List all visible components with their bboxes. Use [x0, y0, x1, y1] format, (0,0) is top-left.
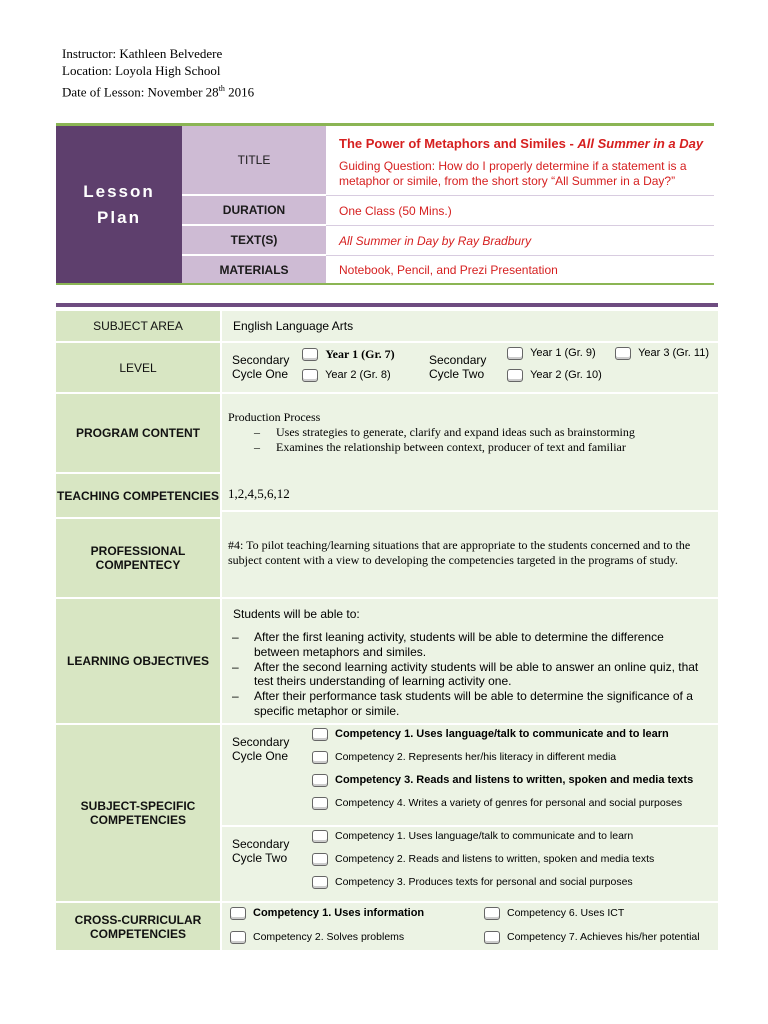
- checkbox[interactable]: [312, 853, 328, 866]
- checkbox[interactable]: [312, 774, 328, 787]
- subject-area-label: SUBJECT AREA: [56, 311, 220, 343]
- title-value: The Power of Metaphors and Similes - All Summer in a Day Guiding Question: How do I properly determine if a statement is a metaphor or simile, from the short story “All Summer in a Day?”: [326, 126, 714, 196]
- date-line: Date of Lesson: November 28th 2016: [62, 84, 255, 100]
- program-content-value: Production Process – Uses strategies to generate, clarify and expand ideas such as brainstorming – Examines the relationship between context, producer of text and familiar: [228, 410, 708, 455]
- lesson-details-table: [56, 303, 718, 952]
- checkbox[interactable]: [230, 931, 246, 944]
- teaching-competencies-label: TEACHING COMPETENCIES: [56, 474, 220, 519]
- professional-competency-label: PROFESSIONAL COMPENTECY: [56, 519, 220, 599]
- subject-specific-label: SUBJECT-SPECIFIC COMPETENCIES: [56, 725, 220, 903]
- program-content-item: – Uses strategies to generate, clarify and expand ideas such as brainstorming: [254, 425, 708, 440]
- checkbox[interactable]: [312, 876, 328, 889]
- cross-curricular-label: CROSS-CURRICULAR COMPETENCIES: [56, 903, 220, 952]
- year2-gr10-option[interactable]: Year 2 (Gr. 10): [507, 369, 602, 382]
- year2-gr8-option[interactable]: Year 2 (Gr. 8): [302, 369, 391, 382]
- checkbox[interactable]: [484, 907, 500, 920]
- title-label: TITLE: [182, 126, 326, 196]
- year2-gr8-checkbox[interactable]: [302, 369, 318, 382]
- teaching-competencies-value: 1,2,4,5,6,12: [228, 486, 290, 501]
- level-label: LEVEL: [56, 343, 220, 394]
- ss-cycle-two-label: Secondary Cycle Two: [232, 837, 290, 865]
- year1-gr7-checkbox[interactable]: [302, 348, 318, 361]
- lesson-plan-summary-table: [56, 123, 714, 285]
- learning-objectives-list: [232, 630, 702, 719]
- lesson-plan-badge: Lesson Plan: [56, 126, 182, 283]
- checkbox[interactable]: [312, 728, 328, 741]
- ss-c2-competency-1[interactable]: Competency 1. Uses language/talk to communicate and to learn: [312, 830, 633, 843]
- guiding-question: Guiding Question: How do I properly determine if a statement is a metaphor or simile, from the short story “All Summer in a Day?”: [339, 159, 687, 188]
- professional-competency-value: #4: To pilot teaching/learning situations that are appropriate to the students concerned and to the subject content with a view to developing the competencies targeted in the programs of study.: [228, 538, 691, 567]
- cycle-two-label: Secondary Cycle Two: [429, 353, 487, 381]
- checkbox[interactable]: [230, 907, 246, 920]
- program-teaching-row: [56, 394, 718, 599]
- subject-specific-row: [56, 725, 718, 903]
- location-line: Location: Loyola High School: [62, 63, 221, 78]
- learning-objective-item: – After their performance task students will be able to determine the significance of a specific metaphor or simile.: [232, 689, 702, 719]
- level-row: [56, 343, 718, 394]
- cross-curricular-row: [56, 903, 718, 952]
- instructor-line: Instructor: Kathleen Belvedere: [62, 46, 223, 61]
- year1-gr7-option[interactable]: Year 1 (Gr. 7): [302, 347, 395, 362]
- materials-label: MATERIALS: [182, 256, 326, 283]
- cc-competency-6[interactable]: Competency 6. Uses ICT: [484, 907, 624, 920]
- year1-gr9-checkbox[interactable]: [507, 347, 523, 360]
- learning-objectives-label: LEARNING OBJECTIVES: [56, 599, 220, 725]
- ss-c1-competency-2[interactable]: Competency 2. Represents her/his literacy in different media: [312, 751, 616, 764]
- ss-c2-competency-3[interactable]: Competency 3. Produces texts for personal and social purposes: [312, 876, 633, 889]
- materials-value: Notebook, Pencil, and Prezi Presentation: [339, 262, 558, 277]
- year3-gr11-option[interactable]: Year 3 (Gr. 11): [615, 347, 709, 360]
- learning-objective-item: – After the second learning activity students will be able to answer an online quiz, that test theirs understanding of learning activity one.: [232, 660, 702, 690]
- checkbox[interactable]: [484, 931, 500, 944]
- duration-label: DURATION: [182, 196, 326, 226]
- year3-gr11-checkbox[interactable]: [615, 347, 631, 360]
- duration-value: One Class (50 Mins.): [326, 196, 714, 226]
- ss-c1-competency-4[interactable]: Competency 4. Writes a variety of genres for personal and social purposes: [312, 797, 682, 810]
- learning-objectives-row: [56, 599, 718, 725]
- program-content-label: PROGRAM CONTENT: [56, 394, 220, 474]
- cycle-one-label: Secondary Cycle One: [232, 353, 290, 381]
- subject-area-value: English Language Arts: [233, 319, 354, 333]
- texts-label: TEXT(S): [182, 226, 326, 256]
- learning-objectives-intro: Students will be able to:: [233, 607, 360, 621]
- ss-c2-competency-2[interactable]: Competency 2. Reads and listens to written, spoken and media texts: [312, 853, 654, 866]
- cc-competency-7[interactable]: Competency 7. Achieves his/her potential: [484, 931, 700, 944]
- learning-objective-item: – After the first leaning activity, students will be able to determine the difference between metaphors and similes.: [232, 630, 702, 660]
- ss-cycle-one-label: Secondary Cycle One: [232, 735, 290, 763]
- year2-gr10-checkbox[interactable]: [507, 369, 523, 382]
- year1-gr9-option[interactable]: Year 1 (Gr. 9): [507, 347, 596, 360]
- checkbox[interactable]: [312, 751, 328, 764]
- cc-competency-1[interactable]: Competency 1. Uses information: [230, 907, 424, 920]
- ss-c1-competency-1[interactable]: Competency 1. Uses language/talk to communicate and to learn: [312, 728, 669, 741]
- ss-c1-competency-3[interactable]: Competency 3. Reads and listens to written, spoken and media texts: [312, 774, 693, 787]
- checkbox[interactable]: [312, 797, 328, 810]
- program-content-item: – Examines the relationship between context, producer of text and familiar: [254, 440, 708, 455]
- texts-value: All Summer in Day by Ray Bradbury: [326, 226, 714, 256]
- subject-area-row: [56, 311, 718, 343]
- checkbox[interactable]: [312, 830, 328, 843]
- cc-competency-2[interactable]: Competency 2. Solves problems: [230, 931, 404, 944]
